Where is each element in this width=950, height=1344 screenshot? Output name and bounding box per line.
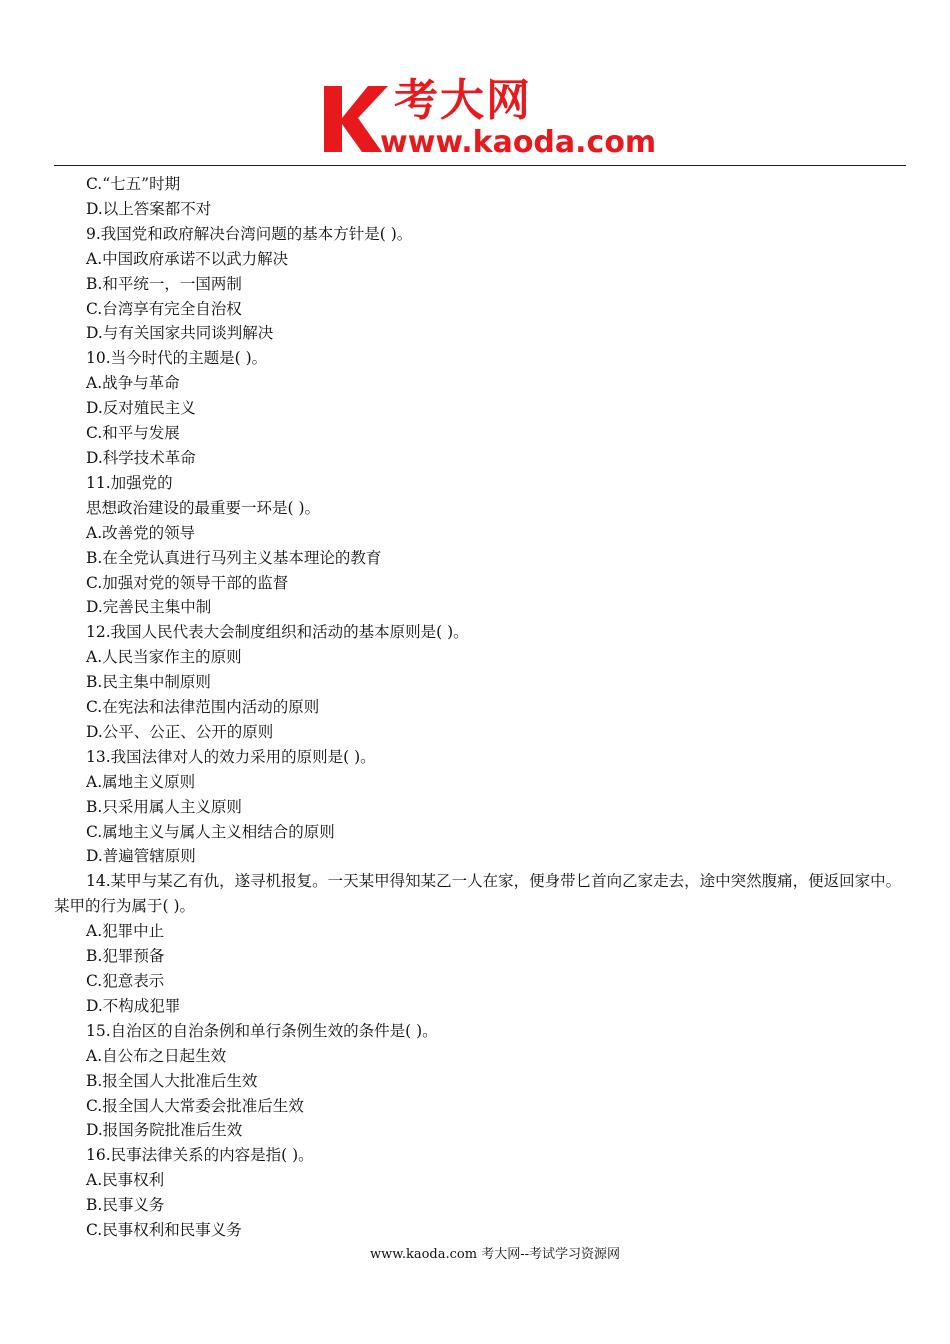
text-line: A.自公布之日起生效 bbox=[86, 1046, 227, 1065]
text-line: 13.我国法律对人的效力采用的原则是( )。 bbox=[86, 747, 376, 766]
question-14-text: 14.某甲与某乙有仇，遂寻机报复。一天某甲得知某乙一人在家，便身带匕首向乙家走去，途中突然腹痛，便返回家中。某甲的行为属于( )。 bbox=[54, 872, 902, 916]
text-line: C.报全国人大常委会批准后生效 bbox=[86, 1096, 304, 1115]
text-line: C.属地主义与属人主义相结合的原则 bbox=[86, 822, 335, 841]
text-line: C.和平与发展 bbox=[86, 424, 180, 443]
text-line: C.犯意表示 bbox=[86, 972, 165, 990]
text-line: D.以上答案都不对 bbox=[86, 199, 212, 218]
text-line: 16.民事法律关系的内容是指( )。 bbox=[86, 1146, 314, 1165]
text-line: D.不构成犯罪 bbox=[86, 996, 181, 1015]
question-lines-continued bbox=[54, 919, 906, 1243]
text-line: A.属地主义原则 bbox=[86, 772, 196, 791]
k-logo-icon bbox=[322, 78, 388, 154]
text-line: B.民主集中制原则 bbox=[86, 673, 211, 692]
page-footer bbox=[0, 1246, 950, 1264]
question-lines bbox=[54, 172, 906, 869]
text-line: D.与有关国家共同谈判解决 bbox=[86, 324, 274, 343]
text-line: 11.加强党的 bbox=[86, 473, 173, 492]
text-line: A.改善党的领导 bbox=[86, 523, 196, 542]
text-line: C.民事权利和民事义务 bbox=[86, 1221, 242, 1240]
text-line: B.报全国人大批准后生效 bbox=[86, 1071, 258, 1090]
text-line: A.民事权利 bbox=[86, 1171, 165, 1190]
header-divider bbox=[54, 165, 906, 166]
text-line: D.科学技术革命 bbox=[86, 448, 196, 467]
text-line: B.和平统一，一国两制 bbox=[86, 274, 242, 293]
text-line: C.在宪法和法律范围内活动的原则 bbox=[86, 698, 320, 717]
text-line: 9.我国党和政府解决台湾问题的基本方针是( )。 bbox=[86, 224, 413, 243]
text-line: D.报国务院批准后生效 bbox=[86, 1121, 243, 1140]
text-line: D.完善民主集中制 bbox=[86, 598, 212, 617]
text-line: A.人民当家作主的原则 bbox=[86, 648, 242, 667]
text-line: A.战争与革命 bbox=[86, 374, 180, 393]
text-line: A.中国政府承诺不以武力解决 bbox=[86, 249, 289, 268]
text-line: D.反对殖民主义 bbox=[86, 399, 196, 418]
logo-chinese-name: 考大网 bbox=[394, 75, 532, 126]
page-header bbox=[0, 0, 950, 168]
text-line: B.在全党认真进行马列主义基本理论的教育 bbox=[86, 548, 382, 567]
document-body bbox=[54, 172, 906, 1243]
text-line: D.普遍管辖原则 bbox=[86, 847, 196, 866]
text-line: D.公平、公正、公开的原则 bbox=[86, 722, 274, 741]
text-line: B.民事义务 bbox=[86, 1196, 165, 1215]
text-line: 12.我国人民代表大会制度组织和活动的基本原则是( )。 bbox=[86, 623, 469, 642]
text-line: B.犯罪预备 bbox=[86, 947, 165, 966]
text-line: C.加强对党的领导干部的监督 bbox=[86, 573, 289, 592]
text-line: 15.自治区的自治条例和单行条例生效的条件是( )。 bbox=[86, 1021, 438, 1040]
logo-url: www.kaoda.com bbox=[380, 125, 657, 160]
text-line: 10.当今时代的主题是( )。 bbox=[86, 349, 268, 368]
text-line: C.台湾享有完全自治权 bbox=[86, 299, 242, 318]
kaoda-logo bbox=[322, 75, 657, 160]
text-line: 思想政治建设的最重要一环是( )。 bbox=[86, 498, 321, 517]
footer-text: www.kaoda.com 考大网--考试学习资源网 bbox=[370, 1247, 620, 1262]
text-line: C.“七五”时期 bbox=[86, 175, 181, 193]
text-line: A.犯罪中止 bbox=[86, 922, 165, 941]
text-line: B.只采用属人主义原则 bbox=[86, 797, 242, 816]
